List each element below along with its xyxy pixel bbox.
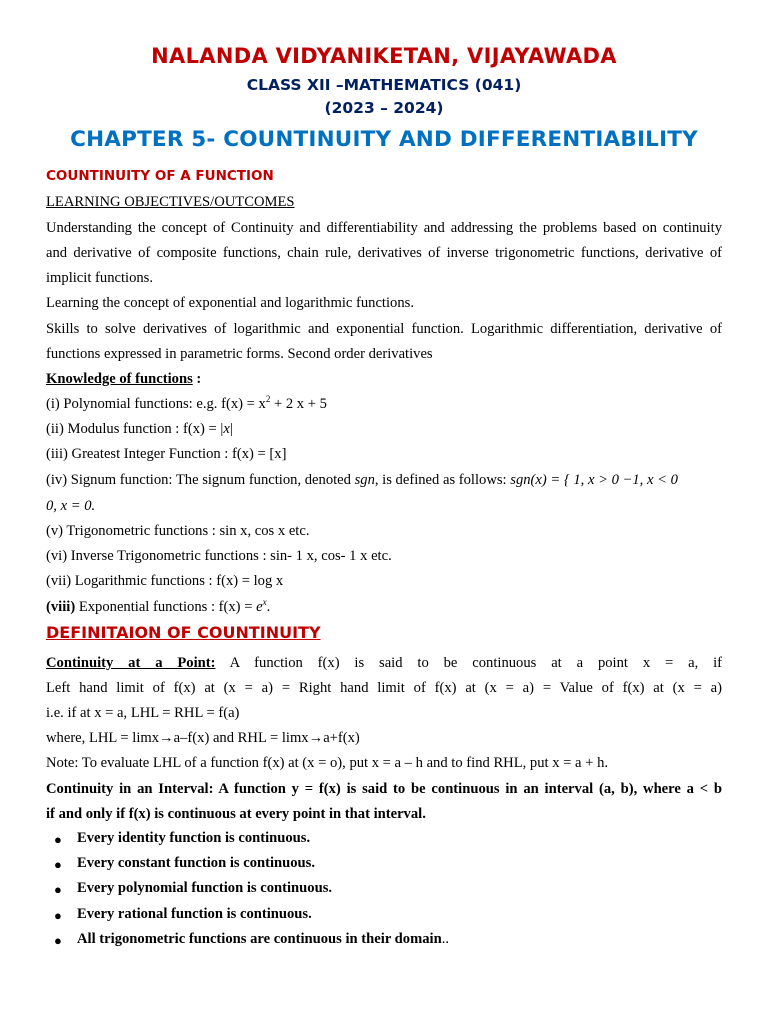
signum-function-continuation: 0, x = 0. (46, 498, 96, 514)
bullet-icon: ● (54, 832, 62, 847)
class-subject: CLASS XII –MATHEMATICS (041) (246, 76, 522, 94)
continuity-interval-line: if and only if f(x) is continuous at every point in that interval. (46, 806, 426, 822)
bullet-icon: ● (54, 857, 62, 872)
bullet-icon: ● (54, 933, 62, 948)
list-item-text: Every constant function is continuous. (77, 855, 315, 871)
knowledge-of-functions-heading: Knowledge of functions : (46, 371, 202, 387)
greatest-integer-function-item: (iii) Greatest Integer Function : f(x) = [x] (46, 446, 287, 462)
learning-objectives-heading: LEARNING OBJECTIVES/OUTCOMES (46, 194, 295, 210)
inverse-trigonometric-functions-item: (vi) Inverse Trigonometric functions : sin- 1 x, cos- 1 x etc. (46, 548, 392, 564)
list-item-text: Every polynomial function is continuous. (77, 880, 333, 896)
objectives-line: functions expressed in parametric forms. Second order derivatives (46, 346, 433, 362)
exponential-functions-item: (viii) Exponential functions : $f(x) = e^x$. (46, 597, 271, 615)
objectives-line: implicit functions. (46, 270, 154, 286)
polynomial-functions-item: (i) Polynomial functions: e.g. $f(x) = x^2 + 2$ x + 5 (46, 394, 327, 412)
objectives-line: Learning the concept of exponential and logarithmic functions. (46, 295, 414, 311)
objectives-line: and derivative of composite functions, chain rule, derivatives of inverse trigonometric functions, derivative of (46, 245, 722, 261)
list-item-text: Every rational function is continuous. (77, 906, 312, 922)
objectives-line: Skills to solve derivatives of logarithmic and exponential function. Logarithmic differentiation, derivative of (46, 321, 722, 337)
chapter-title: CHAPTER 5- COUNTINUITY AND DIFFERENTIABILITY (70, 127, 698, 152)
trigonometric-functions-item: (v) Trigonometric functions : sin x, cos x etc. (46, 523, 310, 539)
continuity-at-point-line: i.e. if at x = a, LHL = RHL = f(a) (46, 705, 240, 721)
list-item-text: All trigonometric functions are continuous in their domain.. (77, 931, 450, 947)
school-name: NALANDA VIDYANIKETAN, VIJAYAWADA (151, 44, 617, 68)
continuity-interval-line: Continuity in an Interval: A function y = f(x) is said to be continuous in an interval (a, b), where a < b (46, 781, 722, 797)
section-title-definition-continuity: DEFINITAION OF COUNTINUITY (46, 623, 321, 642)
bullet-icon: ● (54, 908, 62, 923)
section-title-continuity-function: COUNTINUITY OF A FUNCTION (46, 168, 274, 184)
objectives-line: Understanding the concept of Continuity and differentiability and addressing the problems based on continuity (46, 220, 722, 236)
bullet-icon: ● (54, 882, 62, 897)
logarithmic-functions-item: (vii) Logarithmic functions : f(x) = log x (46, 573, 284, 589)
continuity-at-point-line: Continuity at a Point: A function f(x) is said to be continuous at a point x = a, if (46, 655, 722, 671)
academic-year: (2023 – 2024) (324, 99, 444, 117)
list-item-text: Every identity function is continuous. (77, 830, 311, 846)
modulus-function-item: (ii) Modulus function : f(x) = |x| (46, 421, 233, 437)
continuity-at-point-line: Left hand limit of f(x) at (x = a) = Right hand limit of f(x) at (x = a) = Value of f(x) at (x = a) (46, 680, 722, 696)
signum-function-item: (iv) Signum function: The signum function, denoted sgn, is defined as follows: sgn(x) = { 1, x > 0 −1, x < 0 (46, 472, 678, 488)
note-line: Note: To evaluate LHL of a function f(x) at (x = o), put x = a – h and to find RHL, put x = a + h. (46, 755, 609, 771)
lhl-rhl-definition: where, LHL = limx→a–f(x) and RHL = limx→a+f(x) (46, 730, 360, 746)
